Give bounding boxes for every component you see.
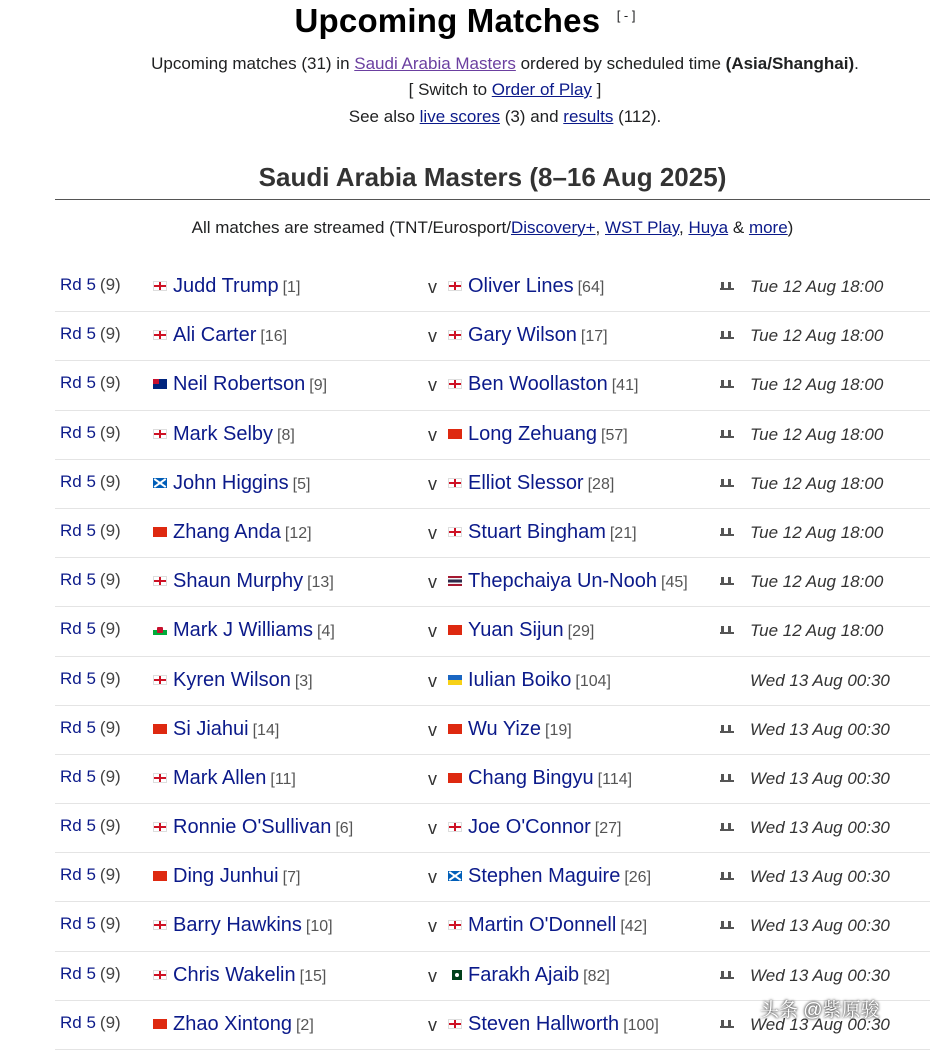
round-cell [60, 718, 121, 738]
player1-seed: [1] [282, 279, 301, 296]
best-of: (9) [99, 324, 121, 344]
order-of-play-link[interactable]: Order of Play [491, 80, 592, 99]
match-time: Tue 12 Aug 18:00 [750, 375, 884, 395]
player2-seed: [27] [594, 820, 622, 838]
chn-flag-icon [448, 429, 462, 439]
intro-text-suffix: . [854, 54, 859, 73]
tv-cell [720, 523, 734, 541]
tv-cell [720, 425, 734, 443]
versus-label: v [428, 670, 437, 691]
player2-link[interactable]: Oliver Lines [468, 275, 574, 297]
player1-link[interactable]: Kyren Wilson [173, 668, 291, 691]
round-cell [60, 521, 121, 541]
round-cell [60, 964, 121, 984]
player1-link[interactable]: Neil Robertson [173, 373, 306, 396]
player1-link[interactable]: Mark Selby [173, 422, 274, 445]
intro-line-2 [0, 80, 930, 100]
player1-cell [153, 914, 333, 937]
versus-label: v [428, 965, 437, 986]
round-link[interactable]: Rd 5 [60, 520, 96, 540]
player1-seed: [3] [294, 672, 313, 690]
match-time: Tue 12 Aug 18:00 [750, 572, 884, 592]
intro-line-1 [0, 54, 930, 74]
best-of: (9) [99, 816, 121, 836]
pak-flag-icon [448, 970, 462, 980]
player1-link[interactable]: Judd Trump [173, 275, 279, 297]
match-time: Wed 13 Aug 00:30 [750, 719, 890, 739]
see-also-suffix: (112). [613, 107, 662, 126]
round-link[interactable]: Rd 5 [60, 471, 96, 491]
broadcast-icon[interactable] [720, 969, 734, 979]
ukr-flag-icon [448, 675, 462, 685]
eng-flag-icon [448, 920, 462, 930]
best-of: (9) [99, 619, 121, 639]
see-also-middle: (3) and [499, 107, 564, 126]
player1-link[interactable]: Ali Carter [173, 324, 257, 347]
player1-seed: [5] [292, 475, 311, 493]
match-row [55, 411, 930, 460]
player2-seed: [28] [587, 475, 615, 493]
round-cell [60, 373, 121, 393]
player2-cell [448, 423, 628, 446]
player1-cell [153, 373, 327, 396]
player2-seed: [21] [609, 524, 637, 542]
broadcast-icon[interactable] [720, 575, 734, 585]
tv-cell [720, 474, 734, 492]
match-time: Tue 12 Aug 18:00 [750, 473, 884, 493]
player2-cell [448, 619, 594, 642]
match-row [55, 558, 930, 607]
match-time: Tue 12 Aug 18:00 [750, 277, 884, 296]
round-cell [60, 423, 121, 443]
eng-flag-icon [448, 330, 462, 340]
versus-label: v [428, 1014, 437, 1035]
wal-flag-icon [153, 625, 167, 635]
match-row [55, 902, 930, 951]
match-time: Wed 13 Aug 00:30 [750, 768, 890, 788]
match-row [55, 853, 930, 902]
player1-link[interactable]: Mark Allen [173, 766, 267, 789]
player2-link[interactable]: Stephen Maguire [468, 865, 621, 888]
player1-link[interactable]: Chris Wakelin [173, 963, 296, 986]
player1-seed: [14] [252, 721, 280, 739]
versus-label: v [428, 867, 437, 888]
match-row [55, 312, 930, 361]
player1-seed: [11] [270, 770, 296, 788]
eng-flag-icon [153, 576, 167, 586]
versus-label: v [428, 818, 437, 839]
player1-cell [153, 521, 312, 544]
player2-link[interactable]: Thepchaiya Un-Nooh [468, 570, 657, 593]
eng-flag-icon [448, 478, 462, 488]
broadcast-icon[interactable] [720, 870, 734, 880]
tv-cell [720, 916, 734, 934]
player2-seed: [64] [577, 279, 605, 296]
tv-cell [720, 1015, 734, 1033]
player1-link[interactable]: Shaun Murphy [173, 570, 304, 593]
player2-seed: [114] [597, 770, 633, 788]
eng-flag-icon [153, 330, 167, 340]
best-of: (9) [99, 963, 121, 983]
player2-seed: [19] [545, 721, 572, 739]
broadcast-icon[interactable] [720, 772, 734, 782]
player2-seed: [104] [575, 672, 611, 690]
player2-seed: [42] [620, 918, 648, 936]
player2-cell [448, 570, 688, 593]
player2-cell [448, 816, 621, 839]
round-cell [60, 619, 121, 639]
player1-cell [153, 275, 300, 298]
match-time: Tue 12 Aug 18:00 [750, 621, 884, 641]
player2-seed: [100] [623, 1016, 659, 1034]
player2-link[interactable]: Stuart Bingham [468, 520, 606, 543]
round-link[interactable]: Rd 5 [60, 422, 96, 442]
player2-link[interactable]: Long Zehuang [468, 422, 598, 445]
player1-link[interactable]: Si Jiahui [173, 717, 249, 740]
player1-seed: [7] [282, 869, 301, 887]
round-link[interactable]: Rd 5 [60, 816, 96, 836]
player1-link[interactable]: Zhang Anda [173, 520, 281, 543]
player2-seed: [17] [580, 328, 608, 346]
collapse-toggle[interactable]: [ - ] [616, 8, 636, 23]
match-row [55, 607, 930, 656]
versus-label: v [428, 572, 437, 593]
match-row [55, 952, 930, 1001]
eng-flag-icon [448, 379, 462, 389]
round-link[interactable]: Rd 5 [60, 373, 96, 393]
player2-cell [448, 324, 608, 347]
player2-link[interactable]: Joe O'Connor [468, 816, 591, 839]
player2-link[interactable]: Martin O'Donnell [468, 914, 617, 937]
eng-flag-icon [153, 970, 167, 980]
round-cell [60, 669, 121, 689]
round-link[interactable]: Rd 5 [60, 914, 96, 934]
versus-label: v [428, 375, 437, 396]
player1-cell [153, 964, 326, 987]
player1-cell [153, 718, 279, 741]
round-cell [60, 324, 121, 344]
player2-link[interactable]: Ben Woollaston [468, 373, 608, 396]
round-link[interactable]: Rd 5 [60, 717, 96, 737]
eng-flag-icon [153, 920, 167, 930]
tv-cell [720, 572, 734, 590]
round-cell [60, 275, 121, 295]
wst-play-link[interactable]: WST Play [605, 218, 679, 237]
player2-seed: [82] [583, 967, 610, 985]
tv-cell [720, 818, 734, 836]
round-link[interactable]: Rd 5 [60, 570, 96, 590]
player1-cell [153, 570, 334, 593]
best-of: (9) [99, 422, 121, 442]
more-link[interactable]: more [748, 218, 788, 237]
intro-text-middle: ordered by scheduled time [515, 54, 726, 73]
player1-seed: [4] [317, 623, 335, 641]
player2-seed: [26] [624, 869, 652, 887]
player2-link[interactable]: Yuan Sijun [468, 619, 564, 642]
broadcast-icon[interactable] [720, 477, 734, 487]
versus-label: v [428, 522, 437, 543]
player2-link[interactable]: Gary Wilson [468, 324, 577, 347]
match-time: Wed 13 Aug 00:30 [750, 818, 890, 838]
best-of: (9) [99, 275, 121, 294]
player2-cell [448, 373, 638, 396]
player1-link[interactable]: Barry Hawkins [173, 914, 302, 937]
round-link[interactable]: Rd 5 [60, 275, 96, 294]
watermark: 头条 @紫原骏 [760, 1000, 880, 1021]
match-time: Tue 12 Aug 18:00 [750, 326, 884, 346]
match-row [55, 804, 930, 853]
broadcast-icon[interactable] [720, 1018, 734, 1028]
best-of: (9) [99, 668, 121, 688]
broadcast-icon[interactable] [720, 428, 734, 438]
player1-cell [153, 669, 313, 692]
match-time: Tue 12 Aug 18:00 [750, 424, 884, 444]
match-time: Tue 12 Aug 18:00 [750, 522, 884, 542]
best-of: (9) [99, 373, 121, 393]
sco-flag-icon [153, 478, 167, 488]
eng-flag-icon [448, 527, 462, 537]
round-link[interactable]: Rd 5 [60, 668, 96, 688]
switch-text: [ Switch to [408, 80, 492, 99]
versus-label: v [428, 277, 437, 297]
player2-cell [448, 865, 651, 888]
player2-cell [448, 521, 637, 544]
stream-sep: , [679, 218, 689, 237]
player1-seed: [2] [295, 1016, 314, 1034]
round-link[interactable]: Rd 5 [60, 1012, 96, 1032]
tv-cell [720, 769, 734, 787]
round-cell [60, 570, 121, 590]
aus-flag-icon [153, 379, 167, 389]
sco-flag-icon [448, 871, 462, 881]
stream-suffix: ) [787, 218, 794, 237]
match-time: Wed 13 Aug 00:30 [750, 916, 890, 936]
heading-divider [55, 199, 930, 200]
player2-cell [448, 718, 572, 741]
versus-label: v [428, 719, 437, 740]
round-cell [60, 472, 121, 492]
tv-cell [720, 326, 734, 344]
player2-seed: [41] [611, 377, 639, 395]
match-row [55, 657, 930, 706]
match-row [55, 509, 930, 558]
broadcast-icon[interactable] [720, 526, 734, 536]
player1-seed: [10] [305, 918, 333, 936]
switch-text-suffix: ] [591, 80, 602, 99]
round-cell [60, 816, 121, 836]
intro-line-3 [0, 107, 930, 127]
player2-cell [448, 669, 611, 692]
huya-link[interactable]: Huya [688, 218, 729, 237]
player2-cell [448, 914, 647, 937]
player1-link[interactable]: John Higgins [173, 471, 289, 494]
chn-flag-icon [448, 625, 462, 635]
round-link[interactable]: Rd 5 [60, 324, 96, 344]
round-cell [60, 1013, 121, 1033]
tv-cell [720, 720, 734, 738]
event-link[interactable]: Saudi Arabia Masters [354, 54, 516, 73]
best-of: (9) [99, 914, 121, 934]
player1-cell [153, 767, 296, 790]
player1-link[interactable]: Ding Junhui [173, 865, 279, 888]
best-of: (9) [99, 570, 121, 590]
intro-text: Upcoming matches (31) in [151, 54, 355, 73]
stream-prefix: All matches are streamed (TNT/Eurosport/ [191, 218, 511, 237]
player1-cell [153, 324, 287, 347]
player1-cell [153, 865, 300, 888]
page-title: Upcoming Matches [294, 2, 601, 39]
player2-seed: [45] [661, 574, 688, 592]
round-cell [60, 865, 121, 885]
round-link[interactable]: Rd 5 [60, 963, 96, 983]
event-heading: Saudi Arabia Masters (8–16 Aug 2025) [258, 162, 727, 192]
chn-flag-icon [448, 724, 462, 734]
eng-flag-icon [448, 1019, 462, 1029]
player1-seed: [15] [299, 967, 327, 985]
eng-flag-icon [153, 429, 167, 439]
tha-flag-icon [448, 576, 462, 586]
match-time: Wed 13 Aug 00:30 [750, 670, 890, 690]
eng-flag-icon [448, 822, 462, 832]
player1-seed: [13] [307, 574, 334, 592]
eng-flag-icon [448, 281, 462, 291]
broadcast-icon[interactable] [720, 624, 734, 634]
eng-flag-icon [153, 822, 167, 832]
versus-label: v [428, 621, 437, 642]
player1-link[interactable]: Ronnie O'Sullivan [173, 816, 332, 839]
player2-seed: [29] [567, 623, 595, 641]
broadcast-icon[interactable] [720, 329, 734, 339]
versus-label: v [428, 768, 437, 789]
best-of: (9) [99, 520, 121, 540]
player1-link[interactable]: Mark J Williams [173, 619, 313, 642]
player2-link[interactable]: Elliot Slessor [468, 471, 584, 494]
tv-cell [720, 375, 734, 393]
player2-cell [448, 767, 632, 790]
round-cell [60, 914, 121, 934]
player1-seed: [12] [284, 524, 312, 542]
best-of: (9) [99, 717, 121, 737]
match-row [55, 361, 930, 410]
chn-flag-icon [153, 1019, 167, 1029]
broadcast-icon[interactable] [720, 280, 734, 290]
page-title-row [0, 2, 930, 40]
round-link[interactable]: Rd 5 [60, 766, 96, 786]
player1-cell [153, 816, 353, 839]
match-row [55, 460, 930, 509]
broadcast-icon[interactable] [720, 919, 734, 929]
match-time: Wed 13 Aug 00:30 [750, 867, 890, 887]
stream-sep: , [595, 218, 605, 237]
best-of: (9) [99, 471, 121, 491]
player1-cell [153, 472, 310, 495]
player1-cell [153, 423, 295, 446]
player1-seed: [9] [309, 377, 328, 395]
player1-seed: [8] [277, 426, 295, 444]
eng-flag-icon [153, 675, 167, 685]
player2-cell [448, 275, 604, 298]
player2-link[interactable]: Wu Yize [468, 717, 541, 740]
player1-cell [153, 619, 335, 642]
results-link[interactable]: results [563, 107, 614, 126]
eng-flag-icon [153, 773, 167, 783]
see-also-text: See also [348, 107, 420, 126]
round-link[interactable]: Rd 5 [60, 865, 96, 885]
player2-cell [448, 472, 614, 495]
player1-cell [153, 1013, 314, 1036]
match-time: Wed 13 Aug 00:30 [750, 1014, 890, 1034]
tv-cell [720, 966, 734, 984]
stream-info [55, 218, 930, 238]
versus-label: v [428, 424, 437, 445]
match-row [55, 755, 930, 804]
player1-seed: [6] [335, 820, 354, 838]
matches-table [55, 263, 930, 1050]
tv-cell [720, 867, 734, 885]
best-of: (9) [99, 865, 121, 885]
chn-flag-icon [448, 773, 462, 783]
broadcast-icon[interactable] [720, 378, 734, 388]
versus-label: v [428, 473, 437, 494]
tv-cell [720, 277, 734, 295]
broadcast-icon[interactable] [720, 821, 734, 831]
player1-seed: [16] [260, 328, 288, 346]
match-row [55, 263, 930, 312]
player2-link[interactable]: Steven Hallworth [468, 1012, 620, 1035]
eng-flag-icon [153, 281, 167, 291]
live-scores-link[interactable]: live scores [419, 107, 500, 126]
match-time: Wed 13 Aug 00:30 [750, 965, 890, 985]
player2-link[interactable]: Iulian Boiko [468, 668, 572, 691]
chn-flag-icon [153, 527, 167, 537]
timezone-label: (Asia/Shanghai) [725, 54, 855, 73]
round-link[interactable]: Rd 5 [60, 619, 96, 639]
stream-amp: & [728, 218, 749, 237]
versus-label: v [428, 326, 437, 347]
best-of: (9) [99, 766, 121, 786]
best-of: (9) [99, 1012, 121, 1032]
versus-label: v [428, 916, 437, 937]
discovery-link[interactable]: Discovery+ [510, 218, 596, 237]
broadcast-icon[interactable] [720, 723, 734, 733]
player2-cell [448, 1013, 659, 1036]
player2-link[interactable]: Chang Bingyu [468, 766, 594, 789]
player1-link[interactable]: Zhao Xintong [173, 1012, 292, 1035]
chn-flag-icon [153, 724, 167, 734]
round-cell [60, 767, 121, 787]
player2-link[interactable]: Farakh Ajaib [468, 963, 580, 986]
match-row [55, 706, 930, 755]
tv-cell [720, 621, 734, 639]
player2-seed: [57] [601, 426, 628, 444]
chn-flag-icon [153, 871, 167, 881]
player2-cell [448, 964, 610, 987]
